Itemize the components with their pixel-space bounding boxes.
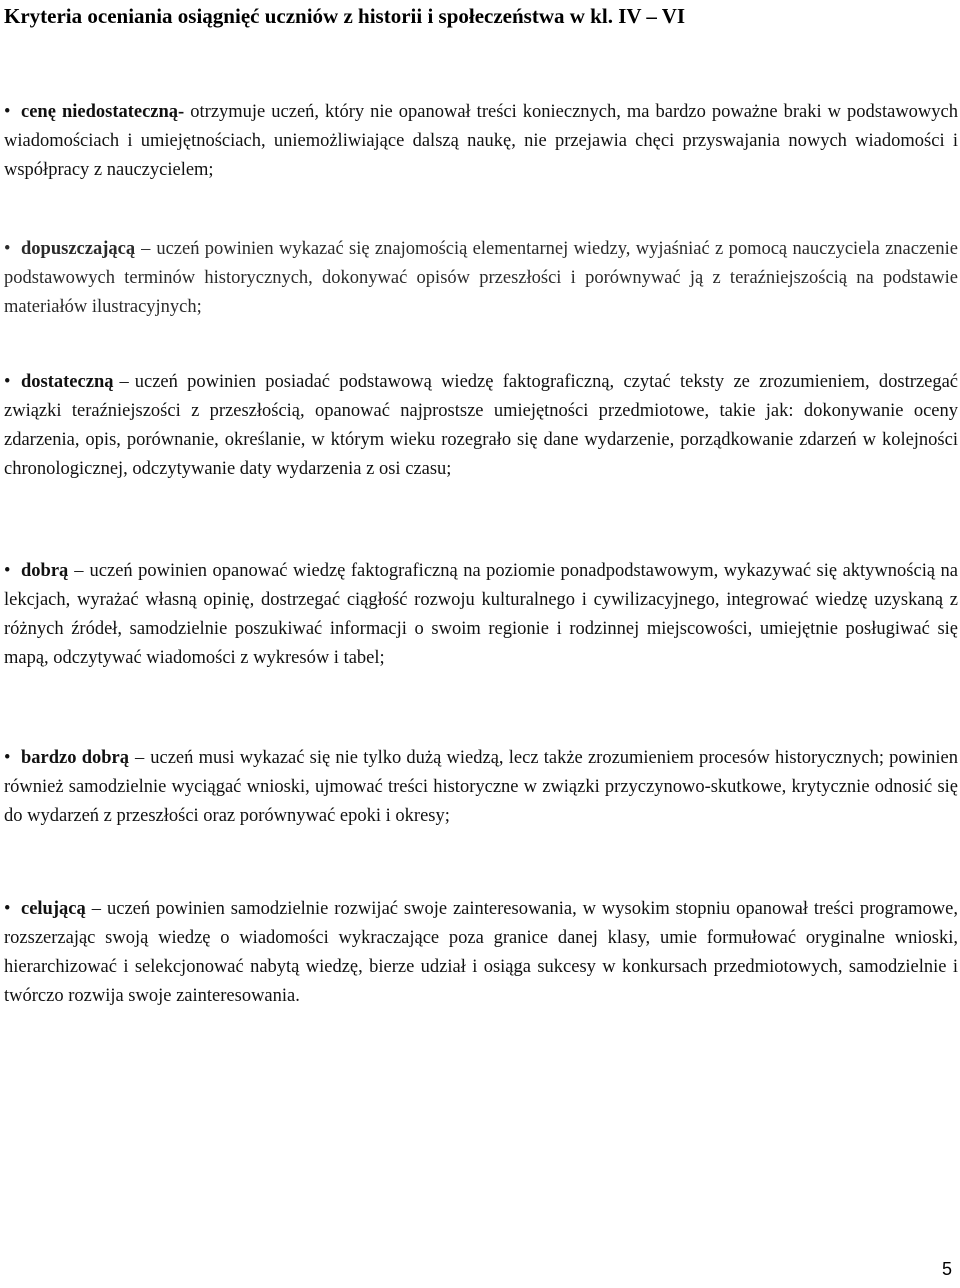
grade-term: celującą <box>21 899 86 919</box>
grade-separator: – <box>74 561 84 581</box>
bullet-icon: • <box>4 102 11 122</box>
document-title: Kryteria oceniania osiągnięć uczniów z historii i społeczeństwa w kl. IV – VI <box>4 4 686 28</box>
grade-item-dostateczna <box>4 368 958 484</box>
grade-description: uczeń powinien samodzielnie rozwijać swoje zainteresowania, w wysokim stopniu opanował treści programowe, rozszerzając swoją wiedzę o wiadomości wykraczające poza granice danej klasy, umie formułować oryginalne wnioski, hierarchizować i selekcjonować nabytą wiedzę, bierze udział i osiąga sukcesy w konkursach przedmiotowych, samodzielnie i twórczo rozwija swoje zainteresowania. <box>4 899 958 1006</box>
grade-description: uczeń musi wykazać się nie tylko dużą wiedzą, lecz także zrozumieniem procesów historycznych; powinien również samodzielnie wyciągać wnioski, ujmować treści historyczne w związki przyczynowo-skutkowe, krytycznie odnosić się do wydarzeń z przeszłości oraz porównywać epoki i okresy; <box>4 748 959 826</box>
grade-term: dopuszczającą <box>21 239 136 259</box>
grade-separator: – <box>91 899 101 919</box>
grade-term: bardzo dobrą <box>21 748 129 768</box>
grade-description: uczeń powinien opanować wiedzę faktograficzną na poziomie ponadpodstawowym, wykazywać się aktywnością na lekcjach, wyrażać własną opinię, dostrzegać ciągłość rozwoju kulturalnego i cywilizacyjnego, integrować wiedzę uzyskaną z różnych źródeł, samodzielnie poszukiwać informacji o swoim regionie i rodzinnej miejscowości, umiejętnie posługiwać się mapą, odczytywać wiadomości z wykresów i tabel; <box>4 561 958 668</box>
grade-item-dopuszczajaca <box>4 235 958 322</box>
bullet-icon: • <box>4 239 11 259</box>
bullet-icon: • <box>4 561 11 581</box>
grade-description: uczeń powinien posiadać podstawową wiedzę faktograficzną, czytać teksty ze zrozumieniem, dostrzegać związki teraźniejszości z przeszłością, opanować najprostsze umiejętności przedmiotowe, takie jak: dokonywanie oceny zdarzenia, opis, porównanie, określanie, w którym wieku rozegrało się dane wydarzenie, porządkowanie zdarzeń w kolejności chronologicznej, odczytywanie daty wydarzenia z osi czasu; <box>4 372 958 479</box>
page-number: 5 <box>941 1259 952 1279</box>
grade-separator: – <box>119 372 129 392</box>
grade-item-celujaca <box>4 895 958 1011</box>
grade-description: otrzymuje uczeń, który nie opanował treści koniecznych, ma bardzo poważne braki w podstawowych wiadomościach i umiejętnościach, uniemożliwiające dalszą naukę, nie przejawia chęci przyswajania nowych wiadomości i współpracy z nauczycielem; <box>4 102 959 180</box>
grade-item-dobra <box>4 557 958 673</box>
grade-separator: – <box>141 239 151 259</box>
grade-item-bardzo-dobra <box>4 744 958 831</box>
grade-term: dostateczną <box>21 372 114 392</box>
grade-item-niedostateczna <box>4 98 958 185</box>
bullet-icon: • <box>4 899 11 919</box>
bullet-icon: • <box>4 372 11 392</box>
grade-term: cenę niedostateczną- <box>21 102 185 122</box>
grade-description: uczeń powinien wykazać się znajomością elementarnej wiedzy, wyjaśniać z pomocą nauczyciela znaczenie podstawowych terminów historycznych, dokonywać opisów przeszłości i porównywać ją z teraźniejszością na podstawie materiałów ilustracyjnych; <box>4 239 958 317</box>
grade-separator: – <box>135 748 145 768</box>
grade-term: dobrą <box>21 561 69 581</box>
bullet-icon: • <box>4 748 11 768</box>
